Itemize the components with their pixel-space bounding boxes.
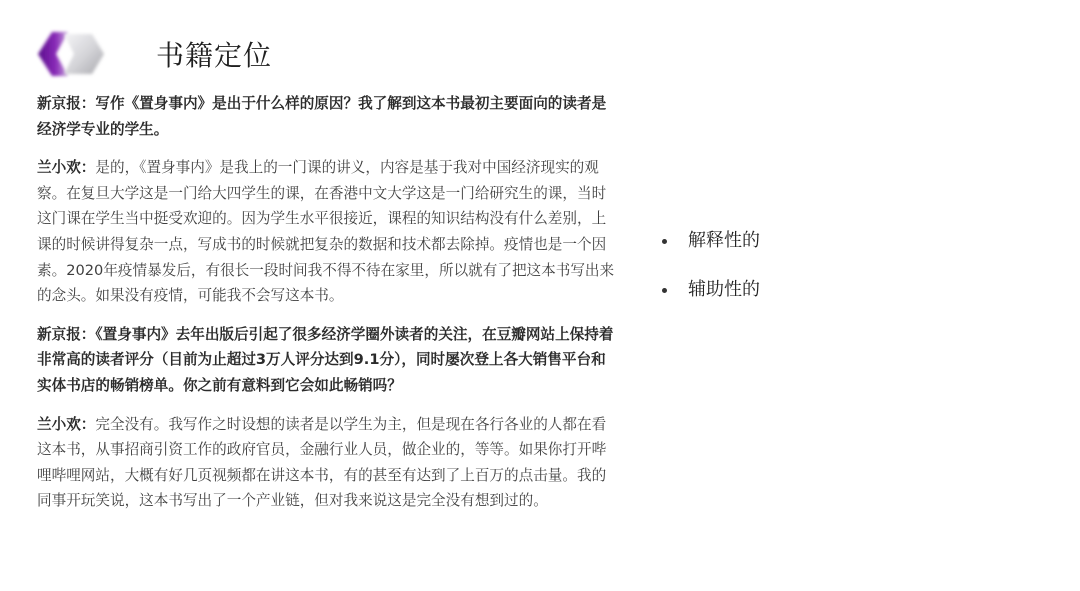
bullet-list	[662, 226, 760, 324]
page-title: 书籍定位	[156, 39, 273, 72]
chevron-logo-icon	[30, 28, 110, 80]
paragraph-text: 是的，《置身事内》是我上的一门课的讲义，内容是基于我对中国经济现实的观察。在复旦大学这是一门给大四学生的课，在香港中文大学这是一门给研究生的课，当时这门课在学生当中挺受欢迎的。因为学生水平很接近，课程的知识结构没有什么差别，上课的时候讲得复杂一点，写成书的时候就把复杂的数据和技术都去除掉。疫情也是一个因素。2020年疫情暴发后，有很长一段时间我不得不待在家里，所以就有了把这本书写出来的念头。如果没有疫情，可能我不会写这本书。	[37, 159, 615, 305]
question-paragraph	[37, 91, 619, 142]
bullet-label: 辅助性的	[688, 279, 760, 300]
bullet-label: 解释性的	[688, 230, 760, 251]
bullet-item	[662, 275, 760, 324]
answer-paragraph	[37, 412, 619, 514]
paragraph-text: 《置身事内》去年出版后引起了很多经济学圈外读者的关注，在豆瓣网站上保持着非常高的读者评分（目前为止超过3万人评分达到9.1分），同时屡次登上各大销售平台和实体书店的畅销榜单。你之前有意料到它会如此畅销吗？	[37, 325, 614, 394]
bullet-dot-icon	[662, 239, 667, 244]
bullet-dot-icon	[662, 288, 667, 293]
answer-paragraph	[37, 155, 619, 309]
speaker-label: 兰小欢：	[37, 415, 96, 433]
paragraph-text: 完全没有。我写作之时设想的读者是以学生为主，但是现在各行各业的人都在看这本书，从事招商引资工作的政府官员，金融行业人员，做企业的，等等。如果你打开哔哩哔哩网站，大概有好几页视频都在讲这本书，有的甚至有达到了上百万的点击量。我的同事开玩笑说，这本书写出了一个产业链，但对我来说这是完全没有想到过的。	[37, 415, 607, 510]
question-paragraph	[37, 322, 619, 399]
bullet-item	[662, 226, 760, 275]
speaker-label: 新京报：	[37, 95, 96, 112]
speaker-label: 兰小欢：	[37, 159, 96, 177]
paragraph-text: 写作《置身事内》是出于什么样的原因？我了解到这本书最初主要面向的读者是经济学专业的学生。	[37, 95, 607, 138]
speaker-label: 新京报：	[37, 325, 96, 343]
article-content	[37, 91, 619, 527]
